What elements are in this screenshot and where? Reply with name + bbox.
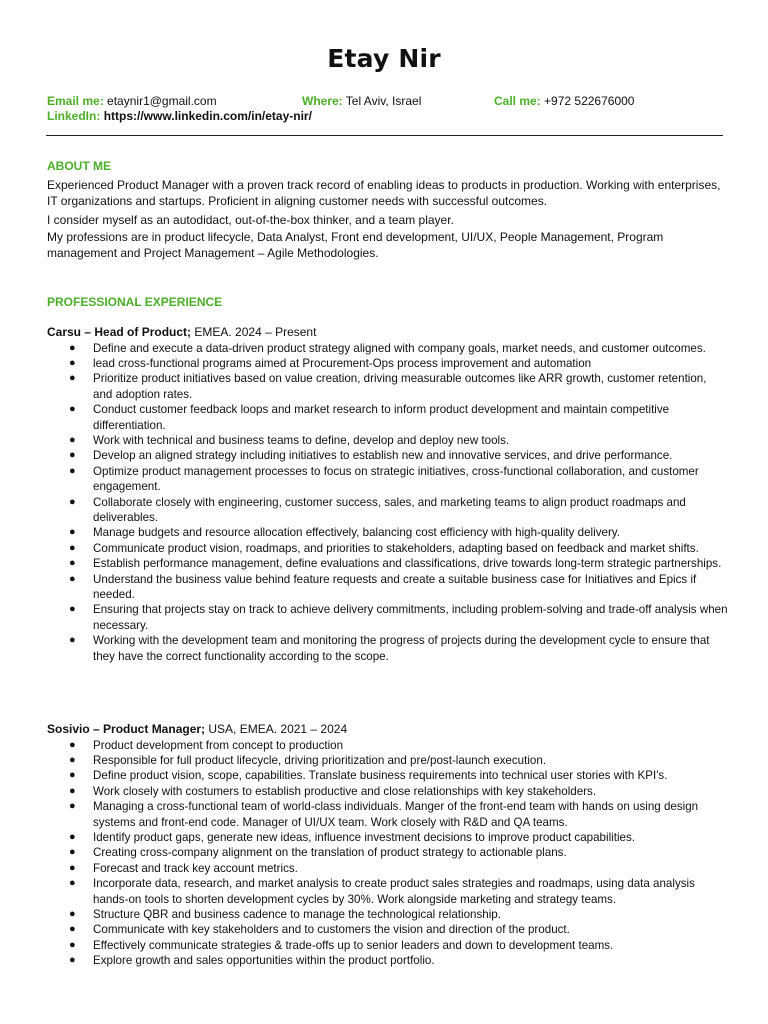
bullet-text: Define and execute a data-driven product strategy aligned with company goals, market needs, and customer outcomes. xyxy=(93,341,706,355)
linkedin-link[interactable]: https://www.linkedin.com/in/etay-nir/ xyxy=(103,109,312,123)
bullet-text: Structure QBR and business cadence to manage the technological relationship. xyxy=(93,907,501,921)
bullet-item xyxy=(47,448,729,463)
bullet-item xyxy=(47,922,729,937)
bullet-icon: ● xyxy=(69,526,76,539)
email-value[interactable]: etaynir1@gmail.com xyxy=(107,94,217,108)
bullet-text: Define product vision, scope, capabilities. Translate business requirements into technical user stories with KPI's. xyxy=(93,769,668,783)
bullet-text: Establish performance management, define evaluations and classifications, drive towards long-term strategic partnerships. xyxy=(93,557,722,571)
bullet-icon: ● xyxy=(69,464,76,477)
bullet-text: Effectively communicate strategies & trade-offs up to senior leaders and down to development teams. xyxy=(93,938,614,952)
location-contact xyxy=(302,94,421,109)
bullet-item xyxy=(47,495,729,526)
bullet-icon: ● xyxy=(69,753,76,766)
bullet-icon: ● xyxy=(69,923,76,936)
job-sosivio xyxy=(47,722,727,969)
linkedin-row xyxy=(47,109,312,124)
bullet-icon: ● xyxy=(69,907,76,920)
bullet-icon: ● xyxy=(69,557,76,570)
header-divider xyxy=(46,135,723,136)
bullet-item xyxy=(47,845,729,860)
bullet-text: Managing a cross-functional team of world-class individuals. Manger of the front-end team with hands on using design systems and front-end code. Manager of UI/UX team. Work closely with R&D and QA teams. xyxy=(93,800,699,829)
candidate-name: Etay Nir xyxy=(327,44,441,73)
bullet-item xyxy=(47,464,729,495)
bullet-text: Optimize product management processes to focus on strategic initiatives, cross-functional collaboration, and customer engagement. xyxy=(93,464,699,494)
bullet-text: Communicate product vision, roadmaps, and priorities to stakeholders, adapting based on feedback and market shifts. xyxy=(93,541,699,555)
bullet-text: Work with technical and business teams to define, develop and deploy new tools. xyxy=(93,433,510,447)
bullet-icon: ● xyxy=(69,572,76,585)
phone-contact xyxy=(494,94,634,109)
call-label: Call me: xyxy=(494,94,541,108)
job-details: USA, EMEA. 2021 – 2024 xyxy=(205,722,348,736)
bullet-icon: ● xyxy=(69,433,76,446)
bullet-item xyxy=(47,525,729,540)
bullet-text: Creating cross-company alignment on the translation of product strategy to actionable plans. xyxy=(93,846,567,860)
phone-value[interactable]: +972 522676000 xyxy=(544,94,635,108)
job-header xyxy=(47,325,727,341)
bullet-item xyxy=(47,602,729,633)
bullet-icon: ● xyxy=(69,954,76,967)
bullet-item xyxy=(47,556,729,571)
bullet-text: Identify product gaps, generate new ideas, influence investment decisions to improve product capabilities. xyxy=(93,830,635,844)
bullet-text: Understand the business value behind feature requests and create a suitable business case for Initiatives and Epics if needed. xyxy=(93,572,697,601)
about-paragraph-1: Experienced Product Manager with a proven track record of enabling ideas to products in production. Working with enterprises, IT organizations and startups. Proficient in aligning customer needs with successful outcomes. xyxy=(47,178,721,208)
job-title: Carsu – Head of Product; xyxy=(47,325,192,339)
bullet-item xyxy=(47,938,729,953)
bullet-text: Communicate with key stakeholders and to customers the vision and direction of the product. xyxy=(93,923,570,937)
about-section-title: ABOUT ME xyxy=(47,159,111,173)
bullet-item xyxy=(47,572,729,603)
bullet-icon: ● xyxy=(69,634,76,647)
linkedin-label: LinkedIn: xyxy=(47,109,101,123)
job-carsu xyxy=(47,325,727,664)
bullet-text: Prioritize product initiatives based on value creation, driving measurable outcomes like ARR growth, customer retention, and adoption rates. xyxy=(93,372,707,401)
bullet-icon: ● xyxy=(69,800,76,813)
bullet-icon: ● xyxy=(69,830,76,843)
bullet-item xyxy=(47,907,729,922)
bullet-text: Responsible for full product lifecycle, driving prioritization and pre/post-launch execution. xyxy=(93,753,547,767)
bullet-icon: ● xyxy=(69,738,76,751)
bullet-item xyxy=(47,738,729,753)
bullet-item xyxy=(47,341,729,356)
job-details: EMEA. 2024 – Present xyxy=(191,325,317,339)
where-label: Where: xyxy=(302,94,343,108)
bullet-item xyxy=(47,356,729,371)
bullet-text: Product development from concept to production xyxy=(93,738,344,752)
bullet-text: Ensuring that projects stay on track to achieve delivery commitments, including problem-solving and trade-off analysis when necessary. xyxy=(93,603,728,632)
bullet-icon: ● xyxy=(69,372,76,385)
experience-section-title: PROFESSIONAL EXPERIENCE xyxy=(47,295,223,309)
location-value: Tel Aviv, Israel xyxy=(345,94,422,108)
bullet-item xyxy=(47,784,729,799)
about-paragraph-2: I consider myself as an autodidact, out-of-the-box thinker, and a team player. xyxy=(47,213,454,227)
bullet-item xyxy=(47,633,729,664)
bullet-icon: ● xyxy=(69,541,76,554)
bullet-icon: ● xyxy=(69,846,76,859)
email-label: Email me: xyxy=(47,94,104,108)
bullet-item xyxy=(47,433,729,448)
email-contact xyxy=(47,94,217,109)
bullet-item xyxy=(47,768,729,783)
bullet-icon: ● xyxy=(69,449,76,462)
bullet-text: Develop an aligned strategy including initiatives to establish new and innovative services, and drive performance. xyxy=(93,449,673,463)
job-header xyxy=(47,722,727,738)
bullet-text: Work closely with costumers to establish productive and close relationships with key stakeholders. xyxy=(93,784,597,798)
bullet-item xyxy=(47,753,729,768)
bullet-icon: ● xyxy=(69,769,76,782)
bullet-icon: ● xyxy=(69,938,76,951)
bullet-icon: ● xyxy=(69,356,76,369)
bullet-item xyxy=(47,830,729,845)
bullet-item xyxy=(47,541,729,556)
bullet-item xyxy=(47,402,729,433)
about-paragraph-3: My professions are in product lifecycle, Data Analyst, Front end development, UI/UX, People Management, Program management and Project Management – Agile Methodologies. xyxy=(47,230,664,260)
bullet-item xyxy=(47,861,729,876)
bullet-text: Working with the development team and monitoring the progress of projects during the development cycle to ensure that they have the correct functionality according to the scope. xyxy=(93,634,710,663)
bullet-text: Conduct customer feedback loops and market research to inform product development and maintain competitive differentiation. xyxy=(93,403,670,432)
bullet-text: lead cross-functional programs aimed at Procurement-Ops process improvement and automation xyxy=(93,356,592,370)
bullet-icon: ● xyxy=(69,341,76,354)
bullet-icon: ● xyxy=(69,861,76,874)
bullet-text: Incorporate data, research, and market analysis to create product sales strategies and roadmaps, using data analysis hands-on tools to shorten development cycles by 30%. Work alongside marketing and strategy teams. xyxy=(93,877,695,906)
bullet-icon: ● xyxy=(69,403,76,416)
bullet-icon: ● xyxy=(69,495,76,508)
bullet-text: Manage budgets and resource allocation effectively, balancing cost efficiency with high-quality delivery. xyxy=(93,526,620,540)
bullet-item xyxy=(47,799,729,830)
bullet-icon: ● xyxy=(69,877,76,890)
job-bullets xyxy=(47,341,727,665)
job-bullets xyxy=(47,738,727,969)
bullet-item xyxy=(47,953,729,968)
bullet-icon: ● xyxy=(69,603,76,616)
bullet-text: Collaborate closely with engineering, customer success, sales, and marketing teams to align product roadmaps and deliverables. xyxy=(93,495,686,524)
bullet-icon: ● xyxy=(69,784,76,797)
job-title: Sosivio – Product Manager; xyxy=(47,722,206,736)
bullet-text: Forecast and track key account metrics. xyxy=(93,861,298,875)
bullet-item xyxy=(47,876,729,907)
bullet-text: Explore growth and sales opportunities within the product portfolio. xyxy=(93,954,435,968)
bullet-item xyxy=(47,371,729,402)
